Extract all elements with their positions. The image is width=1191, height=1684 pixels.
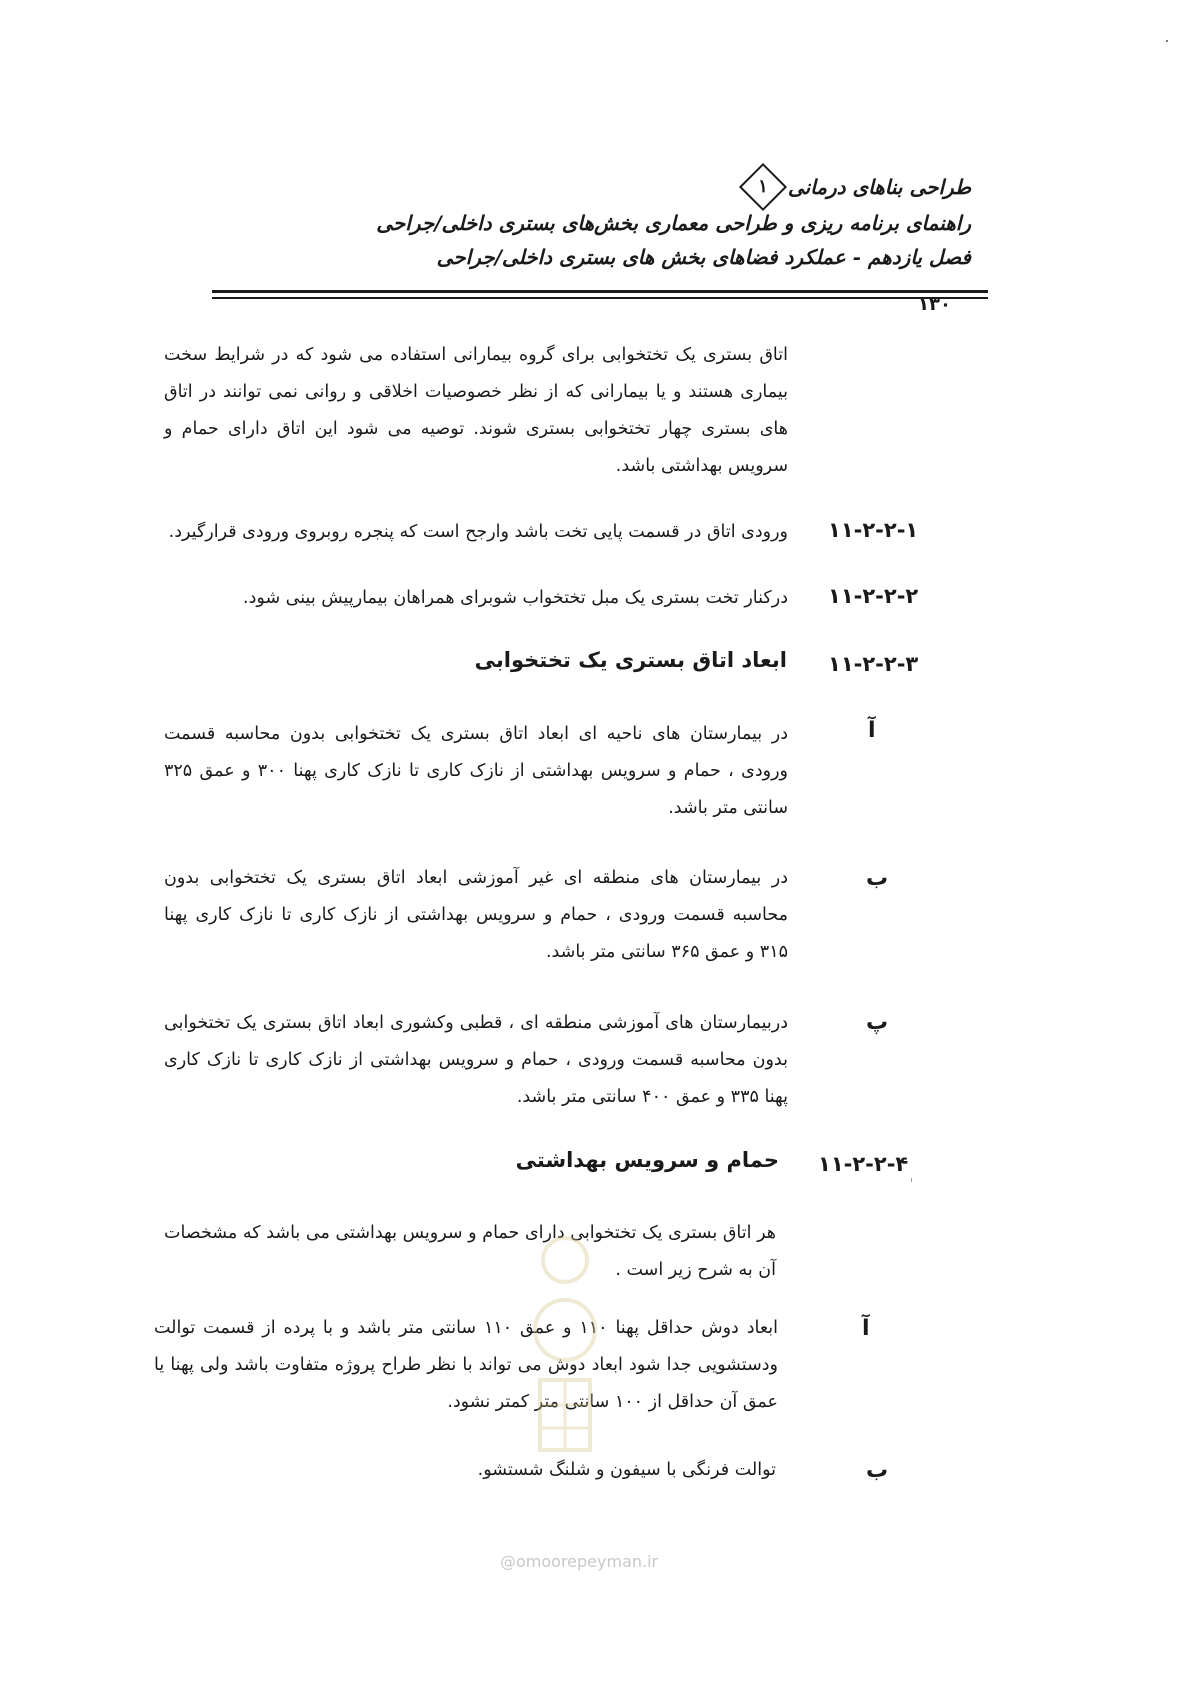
header-subtitle: راهنمای برنامه ریزی و طراحی معماری بخش‌های بستری داخلی/جراحی: [376, 210, 971, 235]
item-text: دربیمارستان های آموزشی منطقه ای ، قطبی وکشوری ابعاد اتاق بستری یک تختخوابی بدون محاسبه قسمت ورودی ، حمام و سرویس بهداشتی از نازک کاری تا نازک کاری پهنا ۳۳۵ و عمق ۴۰۰ سانتی متر باشد.: [164, 1013, 788, 1107]
item-letter: ب: [866, 866, 889, 891]
section-number: ۱۱-۲-۲-۱: [828, 518, 919, 542]
item-letter: پ: [866, 1010, 889, 1035]
scan-mark: [911, 1178, 912, 1182]
header-rule-thin: [212, 297, 988, 299]
page-number: ۱۳۰: [918, 294, 951, 315]
intro-paragraph: اتاق بستری یک تختخوابی برای گروه بیمارانی استفاده می شود که در شرایط سخت بیماری هستند و یا بیمارانی که از نظر خصوصیات اخلاقی و روانی نمی توانند در اتاق های بستری چهار تختخوابی بستری شوند. توصیه می شود این اتاق دارای حمام و سرویس بهداشتی باشد.: [164, 345, 788, 476]
item-text: در بیمارستان های منطقه ای غیر آموزشی ابعاد اتاق بستری یک تختخوابی بدون محاسبه قسمت ورودی ، حمام و سرویس بهداشتی از نازک کاری تا نازک کاری پهنا ۳۱۵ و عمق ۳۶۵ سانتی متر باشد.: [164, 868, 788, 962]
item-letter: آ: [862, 1316, 870, 1341]
item-text: ابعاد دوش حداقل پهنا ۱۱۰ و عمق ۱۱۰ سانتی متر باشد و با پرده از قسمت توالت ودستشویی جدا شود ابعاد دوش می تواند با نظر طراح پروژه متفاوت باشد ولی پهنا یا عمق آن حداقل از ۱۰۰ سانتی متر کمتر نشود.: [154, 1318, 778, 1412]
section-heading: ابعاد اتاق بستری یک تختخوابی: [474, 648, 787, 672]
header-chapter: فصل یازدهم - عملکرد فضاهای بخش های بستری داخلی/جراحی: [436, 244, 971, 269]
section-text: ورودی اتاق در قسمت پایی تخت باشد وارجح است که پنجره روبروی ورودی قرارگیرد.: [168, 522, 788, 542]
header-title: طراحی بناهای درمانی ۱: [211, 170, 971, 206]
watermark-text: @omoorepeyman.ir: [500, 1552, 659, 1571]
section-number: ۱۱-۲-۲-۲: [828, 584, 919, 608]
section-number: ۱۱-۲-۲-۳: [828, 652, 919, 676]
item-letter: آ: [868, 718, 876, 743]
item-text: توالت فرنگی با سیفون و شلنگ شستشو.: [477, 1460, 776, 1480]
scan-mark: [1166, 40, 1168, 42]
watermark-seal-icon: [485, 1230, 645, 1470]
bathroom-intro: هر اتاق بستری یک تختخوابی دارای حمام و سرویس بهداشتی می باشد که مشخصات آن به شرح زیر است .: [164, 1223, 776, 1280]
item-letter: ب: [866, 1458, 889, 1483]
series-number-badge: ۱: [739, 162, 787, 210]
page-header: [211, 170, 971, 274]
section-heading: حمام و سرویس بهداشتی: [515, 1148, 779, 1172]
item-text: در بیمارستان های ناحیه ای ابعاد اتاق بستری یک تختخوابی بدون محاسبه قسمت ورودی ، حمام و سرویس بهداشتی از نازک کاری تا نازک کاری پهنا ۳۰۰ و عمق ۳۲۵ سانتی متر باشد.: [164, 724, 788, 818]
section-text: درکنار تخت بستری یک مبل تختخواب شوبرای همراهان بیمارپیش بینی شود.: [243, 588, 788, 608]
section-number: ۱۱-۲-۲-۴: [818, 1152, 909, 1176]
header-rule: [212, 290, 988, 293]
